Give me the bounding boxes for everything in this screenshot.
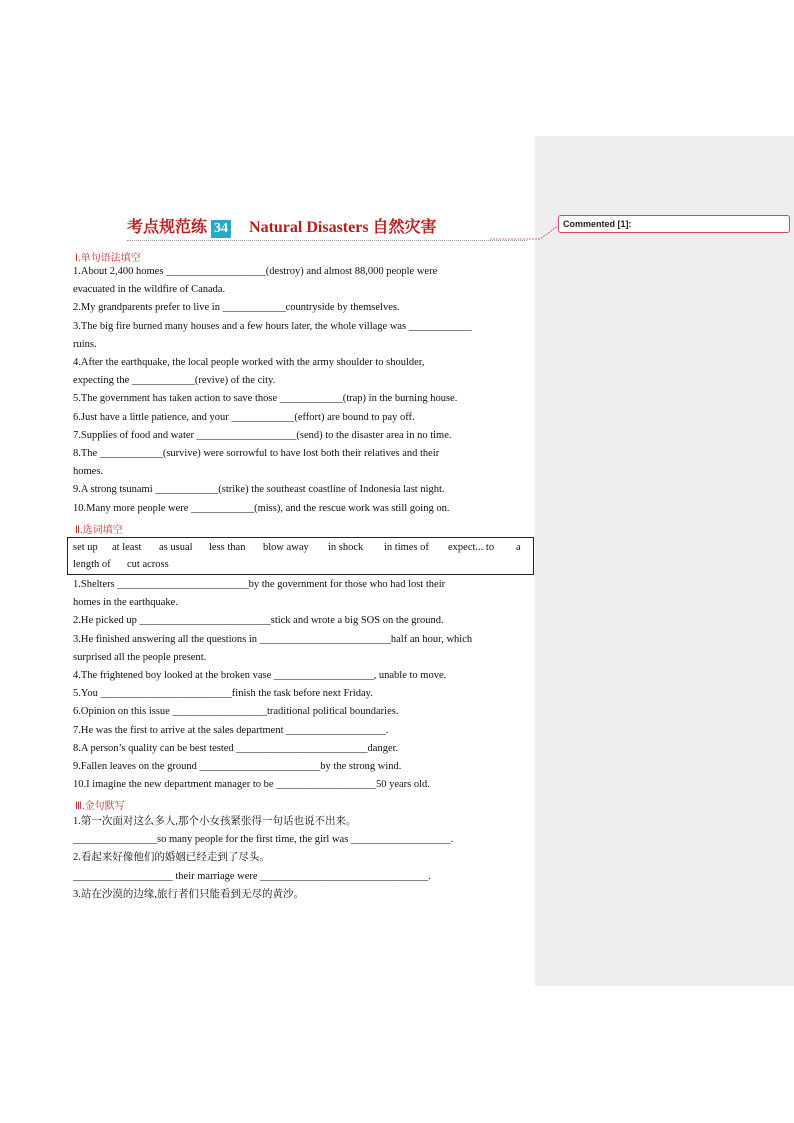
- exercise-line: 10.I imagine the new department manager to be ___________________50 years old.: [73, 779, 430, 791]
- title-en: Natural Disasters 自然灾害: [249, 219, 437, 236]
- exercise-line: 6.Just have a little patience, and your ____________(effort) are bound to pay off.: [73, 411, 415, 423]
- word-option: in times of: [384, 542, 429, 553]
- exercise-line: 4.After the earthquake, the local people worked with the army shoulder to shoulder,: [73, 357, 425, 368]
- exercise-line: 7.He was the first to arrive at the sales department ___________________.: [73, 724, 389, 736]
- exercise-line: 2.My grandparents prefer to live in ____________countryside by themselves.: [73, 302, 400, 314]
- exercise-line: 3.He finished answering all the questions in _________________________half an hour, which: [73, 633, 473, 645]
- exercise-line: ___________________ their marriage were ________________________________.: [73, 870, 431, 882]
- section-1-heading: Ⅰ.单句语法填空: [75, 253, 141, 264]
- section-3-heading: Ⅲ.金句默写: [75, 801, 125, 812]
- exercise-line: 7.Supplies of food and water ___________________(send) to the disaster area in no time.: [73, 429, 452, 441]
- exercise-line: 4.The frightened boy looked at the broken vase ___________________, unable to move.: [73, 670, 447, 681]
- word-option: set up: [73, 542, 98, 553]
- exercise-line: 5.You _________________________finish the task before next Friday.: [73, 688, 373, 700]
- exercise-line: 8.The ____________(survive) were sorrowful to have lost both their relatives and their: [73, 448, 440, 459]
- exercise-line: evacuated in the wildfire of Canada.: [73, 284, 226, 296]
- exercise-line: 8.A person’s quality can be best tested _________________________danger.: [73, 742, 399, 754]
- word-option: a: [516, 542, 521, 553]
- exercise-line: 6.Opinion on this issue __________________traditional political boundaries.: [73, 706, 399, 718]
- exercise-line: expecting the ____________(revive) of the city.: [73, 375, 276, 387]
- word-option: in shock: [328, 542, 364, 553]
- exercise-line: 2.He picked up _________________________stick and wrote a big SOS on the ground.: [73, 615, 444, 627]
- exercise-line: 1.第一次面对这么多人,那个小女孩紧张得一句话也说不出来。: [73, 816, 357, 827]
- word-option: less than: [209, 542, 246, 553]
- exercise-line: 1.Shelters _________________________by the government for those who had lost their: [73, 579, 446, 590]
- word-option: as usual: [159, 542, 193, 553]
- title-cn: 考点规范练: [127, 219, 208, 236]
- exercise-line: homes in the earthquake.: [73, 597, 178, 609]
- exercise-line: surprised all the people present.: [73, 651, 207, 663]
- word-option: cut across: [127, 559, 169, 570]
- comment-margin-pane: [535, 136, 794, 986]
- word-option: blow away: [263, 542, 309, 553]
- exercise-line: ________________so many people for the first time, the girl was ___________________.: [73, 834, 454, 846]
- exercise-line: 3.The big fire burned many houses and a few hours later, the whole village was ____________: [73, 320, 472, 332]
- exercise-line: 5.The government has taken action to save those ____________(trap) in the burning house.: [73, 393, 458, 405]
- exercise-line: homes.: [73, 466, 104, 478]
- exercise-line: 1.About 2,400 homes ___________________(destroy) and almost 88,000 people were: [73, 266, 438, 277]
- comment-box[interactable]: Commented [1]:: [558, 215, 790, 233]
- word-option: expect... to: [448, 542, 495, 553]
- title-number: 34: [211, 220, 231, 238]
- exercise-line: 2.看起来好像他们的婚姻已经走到了尽头。: [73, 852, 270, 864]
- word-option: at least: [112, 542, 142, 553]
- word-option: length of: [73, 559, 111, 570]
- exercise-line: ruins.: [73, 338, 97, 350]
- exercise-line: 10.Many more people were ____________(miss), and the rescue work was still going on.: [73, 502, 450, 514]
- exercise-line: 9.Fallen leaves on the ground _______________________by the strong wind.: [73, 761, 402, 772]
- section-2-heading: Ⅱ.选词填空: [75, 525, 123, 536]
- word-box: [67, 537, 534, 575]
- exercise-line: 9.A strong tsunami ____________(strike) the southeast coastline of Indonesia last night.: [73, 484, 445, 496]
- page-title: [127, 216, 527, 241]
- exercise-line: 3.站在沙漠的边缘,旅行者们只能看到无尽的黄沙。: [73, 888, 304, 900]
